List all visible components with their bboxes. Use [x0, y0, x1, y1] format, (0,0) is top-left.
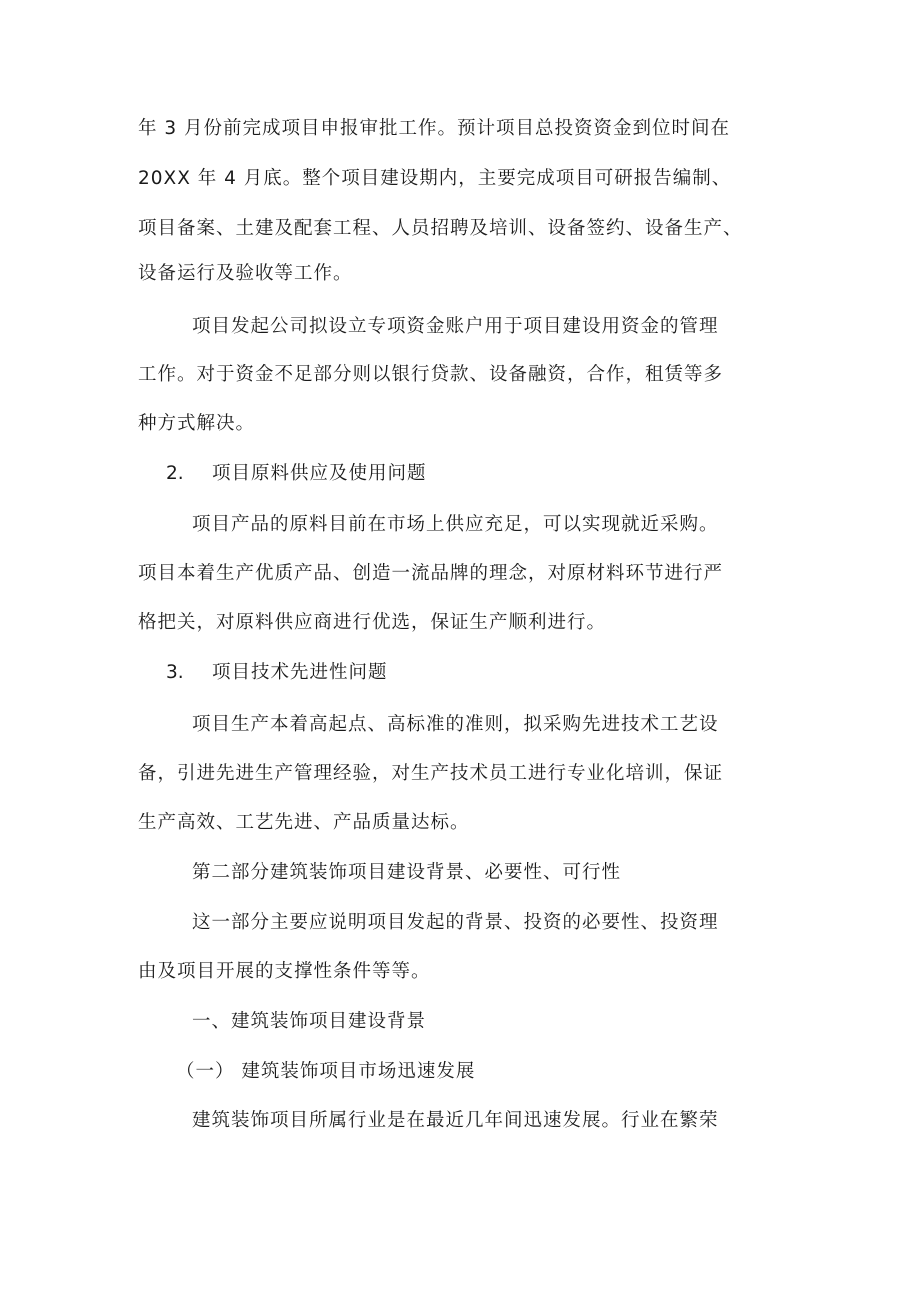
- chapter-heading: 一、建筑装饰项目建设背景: [192, 1011, 427, 1032]
- paragraph-line: 项目产品的原料目前在市场上供应充足，可以实现就近采购。: [192, 514, 719, 535]
- part-heading: 第二部分建筑装饰项目建设背景、必要性、可行性: [192, 862, 622, 883]
- paragraph-line: 项目生产本着高起点、高标准的准则，拟采购先进技术工艺设: [192, 714, 719, 735]
- paragraph-line: 项目发起公司拟设立专项资金账户用于项目建设用资金的管理: [192, 316, 719, 337]
- section-heading: 项目原料供应及使用问题: [212, 463, 427, 484]
- section-number: 2.: [166, 463, 184, 484]
- subsection-heading: （一） 建筑装饰项目市场迅速发展: [176, 1061, 476, 1082]
- paragraph-line: 工作。对于资金不足部分则以银行贷款、设备融资，合作，租赁等多: [138, 364, 724, 385]
- paragraph-line: 建筑装饰项目所属行业是在最近几年间迅速发展。行业在繁荣: [192, 1110, 719, 1131]
- paragraph-line: 格把关，对原料供应商进行优选，保证生产顺利进行。: [138, 612, 607, 633]
- paragraph-line: 生产高效、工艺先进、产品质量达标。: [138, 812, 470, 833]
- section-heading: 项目技术先进性问题: [212, 662, 388, 683]
- section-number: 3.: [166, 662, 184, 683]
- paragraph-line: 年 3 月份前完成项目申报审批工作。预计项目总投资资金到位时间在: [138, 118, 731, 139]
- paragraph-line: 这一部分主要应说明项目发起的背景、投资的必要性、投资理: [192, 912, 719, 933]
- paragraph-line: 备，引进先进生产管理经验，对生产技术员工进行专业化培训，保证: [138, 763, 724, 784]
- paragraph-line: 20XX 年 4 月底。整个项目建设期内，主要完成项目可研报告编制、: [138, 168, 732, 189]
- paragraph-line: 项目本着生产优质产品、创造一流品牌的理念，对原材料环节进行严: [138, 563, 724, 584]
- paragraph-line: 设备运行及验收等工作。: [138, 263, 353, 284]
- paragraph-line: 种方式解决。: [138, 413, 256, 434]
- paragraph-line: 由及项目开展的支撑性条件等等。: [138, 961, 431, 982]
- paragraph-line: 项目备案、土建及配套工程、人员招聘及培训、设备签约、设备生产、: [138, 218, 743, 239]
